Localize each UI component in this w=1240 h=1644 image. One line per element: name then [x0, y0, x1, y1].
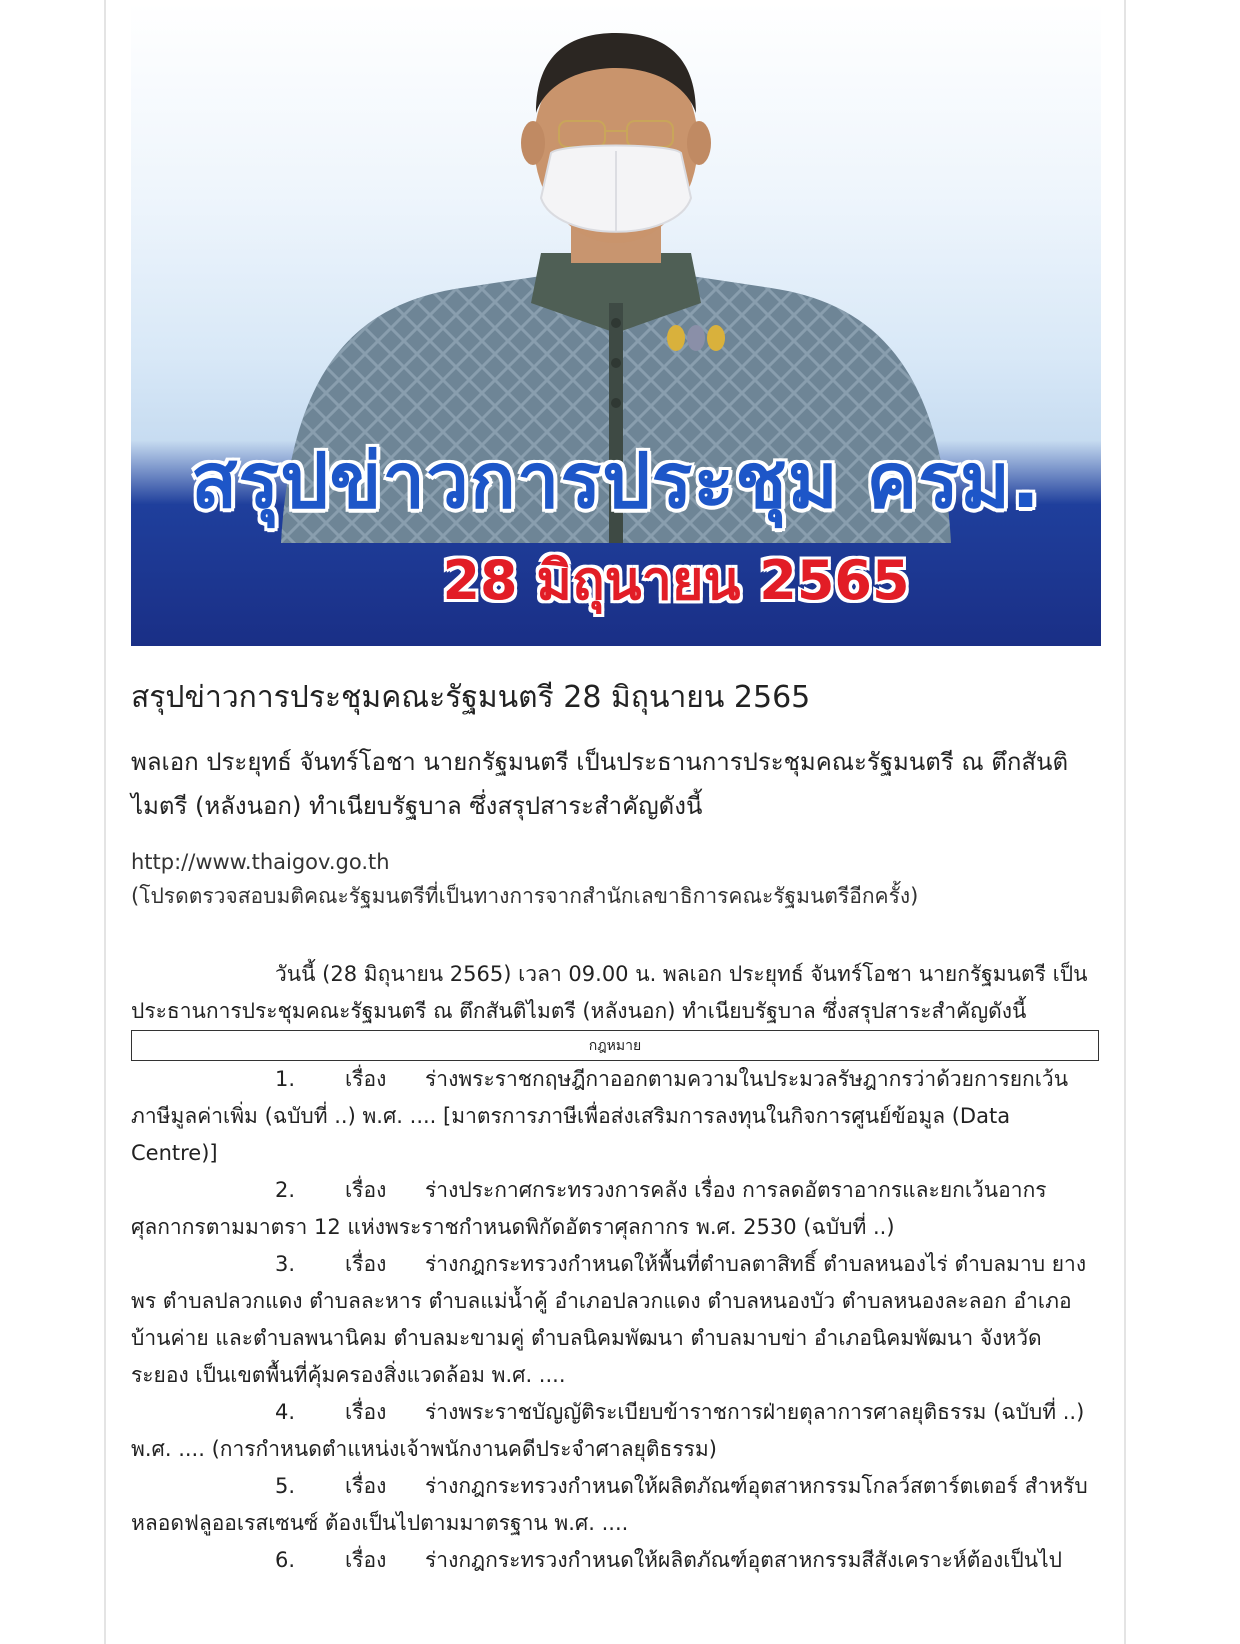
source-link[interactable]: http://www.thaigov.go.th [131, 850, 390, 874]
agenda-item-title: ร่างพระราชกฤษฎีกาออกตามความในประมวลรัษฎากรว่าด้วยการยกเว้น [425, 1067, 1069, 1091]
agenda-item-title: ร่างประกาศกระทรวงการคลัง เรื่อง การลดอัตราอากรและยกเว้นอากร [425, 1178, 1047, 1202]
agenda-item-number: 3. [275, 1252, 296, 1276]
agenda-item-title-cont: ภาษีมูลค่าเพิ่ม (ฉบับที่ ..) พ.ศ. .... [มาตรการภาษีเพื่อส่งเสริมการลงทุนในกิจการศูนย์ข้อมูล (Data Centre)] [131, 1104, 1011, 1165]
agenda-item-keyword: เรื่อง [345, 1548, 387, 1572]
agenda-item-keyword: เรื่อง [345, 1474, 387, 1498]
agenda-item [131, 1542, 1099, 1579]
source-note: (โปรดตรวจสอบมติคณะรัฐมนตรีที่เป็นทางการจากสำนักเลขาธิการคณะรัฐมนตรีอีกครั้ง) [131, 884, 919, 908]
source-block [131, 845, 1091, 913]
agenda-item [131, 1394, 1099, 1468]
summary-body [131, 956, 1099, 1579]
agenda-item-number: 4. [275, 1400, 296, 1424]
agenda-item-keyword: เรื่อง [345, 1400, 387, 1424]
agenda-item-keyword: เรื่อง [345, 1178, 387, 1202]
agenda-item-number: 6. [275, 1548, 296, 1572]
banner-headline: สรุปข่าวการประชุม ครม. [191, 436, 1041, 525]
agenda-item [131, 1468, 1099, 1542]
agenda-item-title: ร่างพระราชบัญญัติระเบียบข้าราชการฝ่ายตุลาการศาลยุติธรรม (ฉบับที่ ..) [425, 1400, 1085, 1424]
agenda-item-title-cont: สำหรับหลอดฟลูออเรสเซนซ์ ต้องเป็นไปตามมาตรฐาน พ.ศ. .... [131, 1474, 1088, 1535]
intro-paragraph: พลเอก ประยุทธ์ จันทร์โอชา นายกรัฐมนตรี เป็นประธานการประชุมคณะรัฐมนตรี ณ ตึกสันติไมตรี (หลังนอก) ทำเนียบรัฐบาล ซึ่งสรุปสาระสำคัญดังนี้ [131, 748, 1069, 820]
banner-date: 28 มิถุนายน 2565 [442, 549, 910, 612]
agenda-item [131, 1172, 1099, 1246]
agenda-item-title-cont: ศุลกากรตามมาตรา 12 แห่งพระราชกำหนดพิกัดอัตราศุลกากร พ.ศ. 2530 (ฉบับที่ ..) [131, 1215, 895, 1239]
banner-image [131, 3, 1101, 646]
opening-paragraph: วันนี้ (28 มิถุนายน 2565) เวลา 09.00 น. พลเอก ประยุทธ์ จันทร์โอชา นายกรัฐมนตรี เป็นประธานการประชุมคณะรัฐมนตรี ณ ตึกสันติไมตรี (หลังนอก) ทำเนียบรัฐบาล ซึ่งสรุปสาระสำคัญดังนี้ [131, 962, 1088, 1023]
agenda-item-title-cont: พ.ศ. .... (การกำหนดตำแหน่งเจ้าพนักงานคดีประจำศาลยุติธรรม) [131, 1437, 717, 1461]
agenda-item-keyword: เรื่อง [345, 1252, 387, 1276]
agenda-item-keyword: เรื่อง [345, 1067, 387, 1091]
agenda-item-title: ร่างกฎกระทรวงกำหนดให้ผลิตภัณฑ์อุตสาหกรรมโกลว์สตาร์ตเตอร์ [425, 1474, 1025, 1498]
agenda-item-number: 1. [275, 1067, 296, 1091]
agenda-item-number: 5. [275, 1474, 296, 1498]
agenda-item [131, 1061, 1099, 1172]
agenda-item-title: ร่างกฎกระทรวงกำหนดให้ผลิตภัณฑ์อุตสาหกรรมสีสังเคราะห์ต้องเป็นไป [425, 1548, 1062, 1572]
agenda-item [131, 1246, 1099, 1394]
page-title: สรุปข่าวการประชุมคณะรัฐมนตรี 28 มิถุนายน 2565 [131, 680, 811, 715]
agenda-item-number: 2. [275, 1178, 296, 1202]
agenda-item-title-cont: ยางพร ตำบลปลวกแดง ตำบลละหาร ตำบลแม่น้ำคู้ อำเภอปลวกแดง ตำบลหนองบัว ตำบลหนองละลอก อำเภอบ้านค่าย และตำบลพนานิคม ตำบลมะขามคู่ ตำบลนิคมพัฒนา ตำบลมาบข่า อำเภอนิคมพัฒนา จังหวัดระยอง เป็นเขตพื้นที่คุ้มครองสิ่งแวดล้อม พ.ศ. .... [131, 1252, 1087, 1387]
agenda-item-title: ร่างกฎกระทรวงกำหนดให้พื้นที่ตำบลตาสิทธิ์ ตำบลหนองไร่ ตำบลมาบ [425, 1252, 1052, 1276]
agenda-list [131, 1061, 1099, 1579]
section-heading: กฎหมาย [131, 1030, 1099, 1061]
